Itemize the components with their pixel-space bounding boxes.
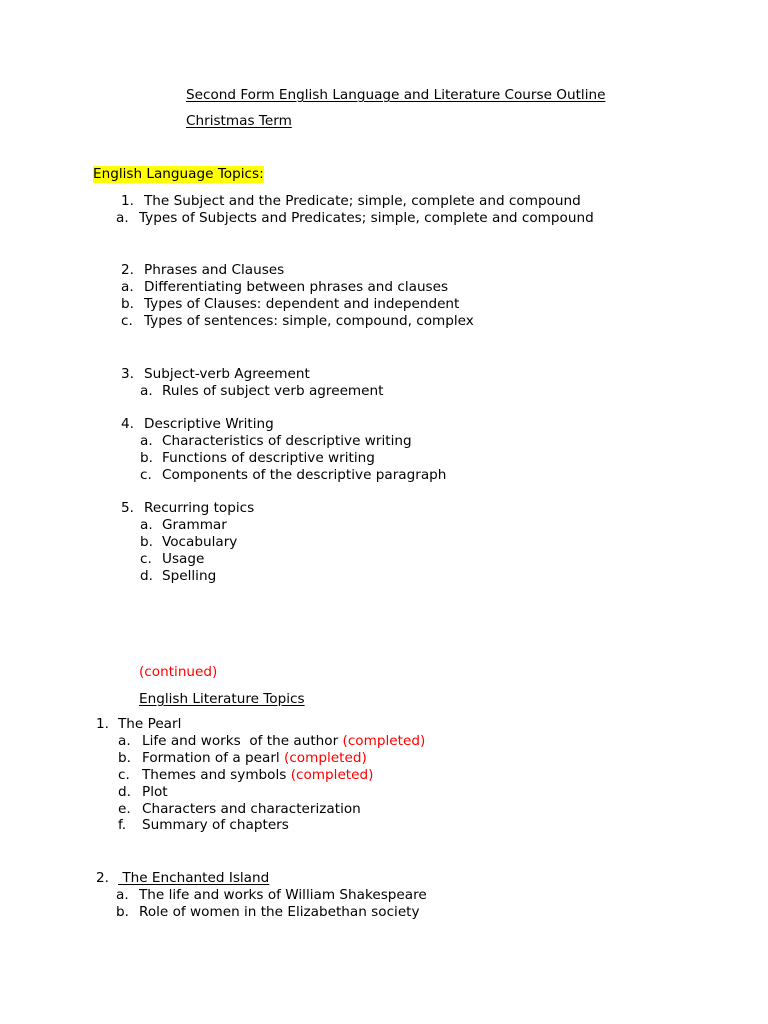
lang-topic-5a-letter: a. [140, 517, 153, 533]
lit-topic-2b-letter: b. [116, 904, 129, 920]
lang-topic-4c-letter: c. [140, 467, 152, 483]
lang-topic-5-number: 5. [121, 500, 134, 516]
lit-topic-1e-letter: e. [118, 801, 131, 817]
lang-topic-1: The Subject and the Predicate; simple, complete and compound [144, 193, 581, 209]
lit-topic-1-number: 1. [96, 716, 109, 732]
lang-topic-1a: Types of Subjects and Predicates; simple, complete and compound [139, 210, 594, 226]
lang-topic-5a: Grammar [162, 517, 227, 533]
lang-topic-5: Recurring topics [144, 500, 255, 516]
lang-topic-2a: Differentiating between phrases and clauses [144, 279, 449, 295]
lit-topic-1f: Summary of chapters [142, 817, 289, 833]
lang-topic-2b: Types of Clauses: dependent and independent [144, 296, 460, 312]
term-label: Christmas Term [186, 113, 292, 129]
lang-topic-3a-letter: a. [140, 383, 153, 399]
lang-topic-4: Descriptive Writing [144, 416, 274, 432]
lit-topic-1b-letter: b. [118, 750, 131, 766]
lang-topic-5c: Usage [162, 551, 205, 567]
lang-topic-5b: Vocabulary [162, 534, 238, 550]
lang-topic-2a-letter: a. [121, 279, 134, 295]
lang-topic-3: Subject-verb Agreement [144, 366, 310, 382]
lit-topic-1c-text: Themes and symbols [142, 767, 287, 783]
lit-topic-2-number: 2. [96, 870, 109, 886]
lang-topic-5c-letter: c. [140, 551, 152, 567]
lit-topic-1c [142, 767, 373, 784]
lang-topic-2c: Types of sentences: simple, compound, complex [144, 313, 474, 329]
completed-status: (completed) [342, 733, 426, 749]
lit-topic-2a: The life and works of William Shakespeare [139, 887, 427, 903]
lit-topic-1d-letter: d. [118, 784, 131, 800]
lang-topic-1-number: 1. [121, 193, 134, 209]
lit-topic-2 [118, 870, 269, 887]
lang-topic-4a: Characteristics of descriptive writing [162, 433, 412, 449]
lit-topic-2-title: The Enchanted Island [122, 870, 270, 886]
lang-topic-2: Phrases and Clauses [144, 262, 285, 278]
lit-topic-2b: Role of women in the Elizabethan society [139, 904, 420, 920]
lang-topic-4b-letter: b. [140, 450, 153, 466]
lit-topic-1a-text: Life and works of the author [142, 733, 339, 749]
language-topics-heading: English Language Topics: [93, 166, 264, 182]
continued-note: (continued) [139, 664, 218, 680]
lang-topic-5d: Spelling [162, 568, 217, 584]
lang-topic-5b-letter: b. [140, 534, 153, 550]
lit-topic-1b [142, 750, 367, 767]
lang-topic-3-number: 3. [121, 366, 134, 382]
lang-topic-2-number: 2. [121, 262, 134, 278]
lang-topic-5d-letter: d. [140, 568, 153, 584]
lang-topic-2b-letter: b. [121, 296, 134, 312]
lang-topic-2c-letter: c. [121, 313, 133, 329]
lit-topic-1f-letter: f. [118, 817, 127, 833]
lit-topic-1e: Characters and characterization [142, 801, 361, 817]
lang-topic-3a: Rules of subject verb agreement [162, 383, 384, 399]
lit-topic-1d: Plot [142, 784, 168, 800]
lit-topic-1c-letter: c. [118, 767, 130, 783]
document-title: Second Form English Language and Literature Course Outline [186, 87, 606, 103]
lang-topic-4-number: 4. [121, 416, 134, 432]
lang-topic-4c: Components of the descriptive paragraph [162, 467, 447, 483]
completed-status: (completed) [290, 767, 374, 783]
lit-topic-1: The Pearl [118, 716, 182, 732]
lit-topic-1a [142, 733, 425, 750]
lang-topic-1a-letter: a. [116, 210, 129, 226]
lang-topic-4a-letter: a. [140, 433, 153, 449]
lit-topic-2a-letter: a. [116, 887, 129, 903]
completed-status: (completed) [284, 750, 367, 766]
lit-topic-1a-letter: a. [118, 733, 131, 749]
lit-topic-1b-text: Formation of a pearl [142, 750, 280, 766]
lang-topic-4b: Functions of descriptive writing [162, 450, 375, 466]
literature-topics-heading: English Literature Topics [139, 691, 305, 707]
